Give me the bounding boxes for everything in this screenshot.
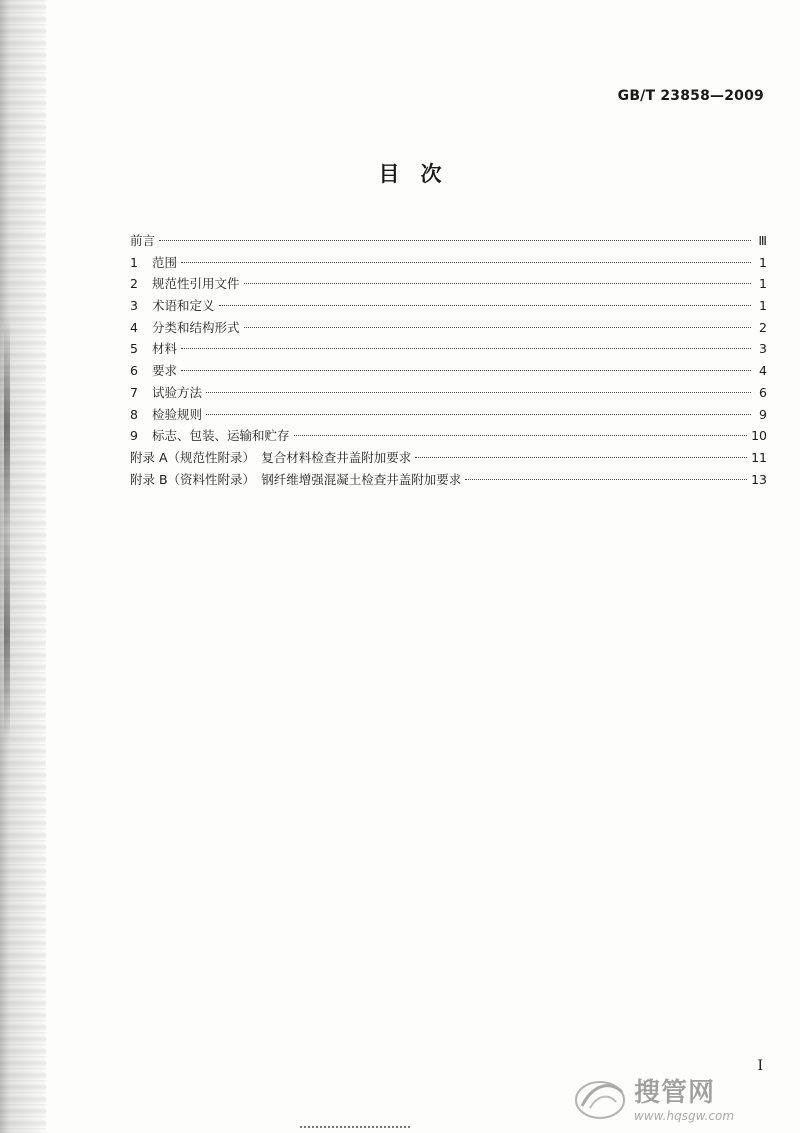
toc-row[interactable] (130, 470, 767, 492)
toc-row[interactable] (130, 426, 767, 448)
watermark-logo-icon (572, 1072, 628, 1122)
toc-row[interactable] (130, 296, 767, 318)
page-title: 目 次 (378, 162, 442, 186)
toc-row[interactable] (130, 339, 767, 361)
dot-leader (415, 457, 747, 458)
toc-number: 4 (130, 319, 138, 335)
toc-label: 检验规则 (152, 406, 203, 422)
toc-label: 规范性引用文件 (152, 276, 240, 292)
toc-label: 附录 B（资料性附录） 钢纤维增强混凝土检查井盖附加要求 (130, 471, 462, 487)
dot-leader (219, 305, 751, 306)
toc-row[interactable] (130, 318, 767, 340)
toc-number: 8 (130, 406, 138, 422)
dot-leader (244, 327, 751, 328)
page-number: I (757, 1058, 763, 1074)
dot-leader (294, 435, 748, 436)
toc-row[interactable] (130, 361, 767, 383)
toc-row[interactable] (130, 253, 767, 275)
toc-number: 2 (130, 276, 138, 292)
toc-page-number: 1 (759, 298, 767, 314)
scan-bottom-dots (300, 1122, 410, 1128)
toc-page-number: 1 (759, 254, 767, 270)
toc-label: 前言 (130, 233, 156, 248)
toc-row[interactable] (130, 383, 767, 405)
toc-number: 1 (130, 254, 138, 270)
watermark-url: www.hqsgw.com (634, 1108, 735, 1123)
toc-page-number: 6 (759, 384, 767, 400)
toc-row[interactable] (130, 448, 767, 470)
dot-leader (206, 414, 751, 415)
toc-label: 范围 (152, 254, 178, 270)
toc-label: 附录 A（规范性附录） 复合材料检查井盖附加要求 (130, 449, 412, 465)
standard-code: GB/T 23858—2009 (617, 88, 764, 104)
toc-page-number: 4 (759, 363, 767, 379)
dot-leader (181, 262, 751, 263)
toc-page-number: 3 (759, 341, 767, 357)
toc-label: 试验方法 (152, 384, 203, 400)
toc-label: 标志、包装、运输和贮存 (152, 428, 290, 444)
toc-number: 5 (130, 341, 138, 357)
table-of-contents (130, 231, 767, 491)
toc-number: 3 (130, 298, 138, 314)
watermark-brand: 搜管网 (634, 1077, 716, 1108)
toc-row[interactable] (130, 231, 767, 253)
toc-page-number: 10 (751, 428, 767, 444)
watermark (572, 1068, 782, 1126)
toc-row[interactable] (130, 274, 767, 296)
dot-leader (181, 370, 751, 371)
toc-number: 6 (130, 363, 138, 379)
toc-row[interactable] (130, 405, 767, 427)
toc-page-number: 13 (751, 471, 767, 487)
toc-label: 术语和定义 (152, 298, 215, 314)
dot-leader (465, 479, 747, 480)
toc-number: 7 (130, 384, 138, 400)
toc-label: 要求 (152, 363, 178, 379)
toc-page-number: 1 (759, 276, 767, 292)
dot-leader (181, 348, 751, 349)
toc-page-number: Ⅲ (758, 233, 767, 248)
toc-page-number: 11 (751, 449, 767, 465)
toc-label: 材料 (152, 341, 178, 357)
dot-leader (244, 283, 751, 284)
dot-leader (159, 240, 751, 241)
toc-label: 分类和结构形式 (152, 319, 240, 335)
toc-number: 9 (130, 428, 138, 444)
dot-leader (206, 392, 751, 393)
toc-page-number: 2 (759, 319, 767, 335)
toc-page-number: 9 (759, 406, 767, 422)
